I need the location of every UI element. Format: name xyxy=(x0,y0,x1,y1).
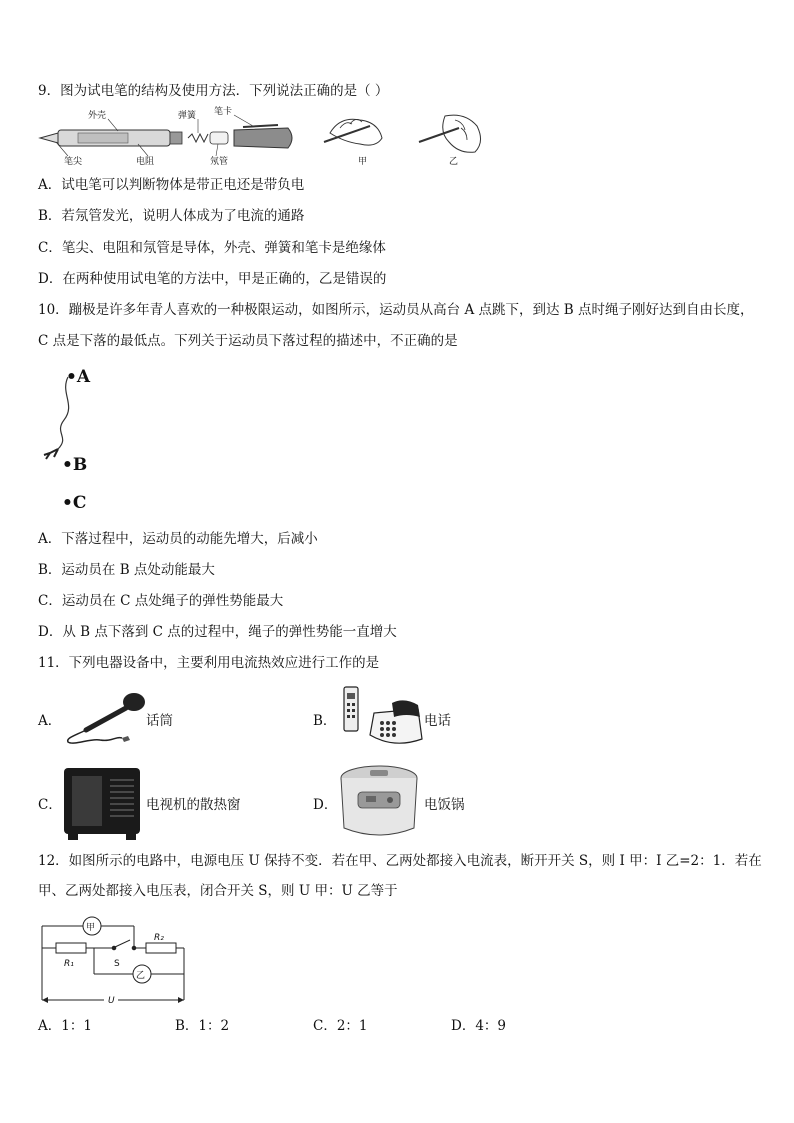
test-pen-structure-figure xyxy=(38,106,298,166)
q10-stem-line1: 10．蹦极是许多年青人喜欢的一种极限运动，如图所示，运动员从高台 A 点跳下，到达 B 点时绳子刚好达到自由长度， xyxy=(38,302,754,318)
q12-stem-line2: 甲、乙两处都接入电压表，闭合开关 S，则 U 甲：U 乙等于 xyxy=(38,883,398,899)
circuit-yi-label: 乙 xyxy=(136,971,146,981)
q12-option-a: A．1：1 xyxy=(38,1018,92,1034)
label-waike: 外壳 xyxy=(88,111,107,121)
q10-option-a: A．下落过程中，运动员的动能先增大，后减小 xyxy=(38,531,318,547)
telephone-image xyxy=(334,683,424,758)
television-image xyxy=(60,764,144,844)
q9-option-c: C．笔尖、电阻和氖管是导体，外壳、弹簧和笔卡是绝缘体 xyxy=(38,240,386,256)
circuit-jia-label: 甲 xyxy=(86,923,96,933)
point-c-label: •C xyxy=(62,493,87,513)
hand-yi-figure xyxy=(415,108,490,168)
q12-stem-line1: 12．如图所示的电路中，电源电压 U 保持不变．若在甲、乙两处都接入电流表，断开开关 S，则 I 甲：I 乙=2：1．若在 xyxy=(38,853,762,869)
label-nanguan: 氖管 xyxy=(210,157,229,166)
circuit-r1-label: R₁ xyxy=(64,959,74,969)
q9-stem: 9．图为试电笔的结构及使用方法．下列说法正确的是（ ） xyxy=(38,83,389,99)
label-jia: 甲 xyxy=(358,157,368,167)
q12-option-c: C．2：1 xyxy=(313,1018,368,1034)
q11-option-d-label: D． xyxy=(313,797,338,813)
q11-option-b-label: B． xyxy=(313,713,337,729)
q9-option-d: D．在两种使用试电笔的方法中，甲是正确的，乙是错误的 xyxy=(38,271,387,287)
q11-option-a-text: 话筒 xyxy=(146,713,173,729)
q11-option-b-text: 电话 xyxy=(424,713,451,729)
q11-stem: 11．下列电器设备中，主要利用电流热效应进行工作的是 xyxy=(38,655,380,671)
q11-option-a-label: A． xyxy=(38,713,62,729)
label-biqia: 笔卡 xyxy=(214,107,233,117)
circuit-s-label: S xyxy=(114,959,120,969)
circuit-u-label: U xyxy=(108,996,115,1006)
microphone-image xyxy=(60,688,146,746)
circuit-diagram xyxy=(38,914,198,1010)
circuit-r2-label: R₂ xyxy=(154,933,164,943)
q12-option-b: B．1：2 xyxy=(175,1018,230,1034)
point-a-label: •A xyxy=(66,367,91,387)
q10-option-b: B．运动员在 B 点处动能最大 xyxy=(38,562,215,578)
label-bijian: 笔尖 xyxy=(64,157,83,166)
q10-option-c: C．运动员在 C 点处绳子的弹性势能最大 xyxy=(38,593,284,609)
q10-option-d: D．从 B 点下落到 C 点的过程中，绳子的弹性势能一直增大 xyxy=(38,624,397,640)
point-b-label: •B xyxy=(62,455,88,475)
q11-option-c-text: 电视机的散热窗 xyxy=(146,797,241,813)
q11-option-c-label: C． xyxy=(38,797,62,813)
label-yi: 乙 xyxy=(449,157,459,167)
q9-option-a: A．试电笔可以判断物体是带正电还是带负电 xyxy=(38,177,305,193)
q11-option-d-text: 电饭锅 xyxy=(424,797,465,813)
q10-stem-line2: C 点是下落的最低点。下列关于运动员下落过程的描述中，不正确的是 xyxy=(38,333,458,349)
q12-option-d: D．4：9 xyxy=(451,1018,507,1034)
q9-option-b: B．若氖管发光，说明人体成为了电流的通路 xyxy=(38,208,305,224)
label-tanhuang: 弹簧 xyxy=(178,111,197,121)
rice-cooker-image xyxy=(336,762,422,844)
hand-jia-figure xyxy=(320,108,390,168)
label-dianzu: 电阻 xyxy=(136,157,155,166)
